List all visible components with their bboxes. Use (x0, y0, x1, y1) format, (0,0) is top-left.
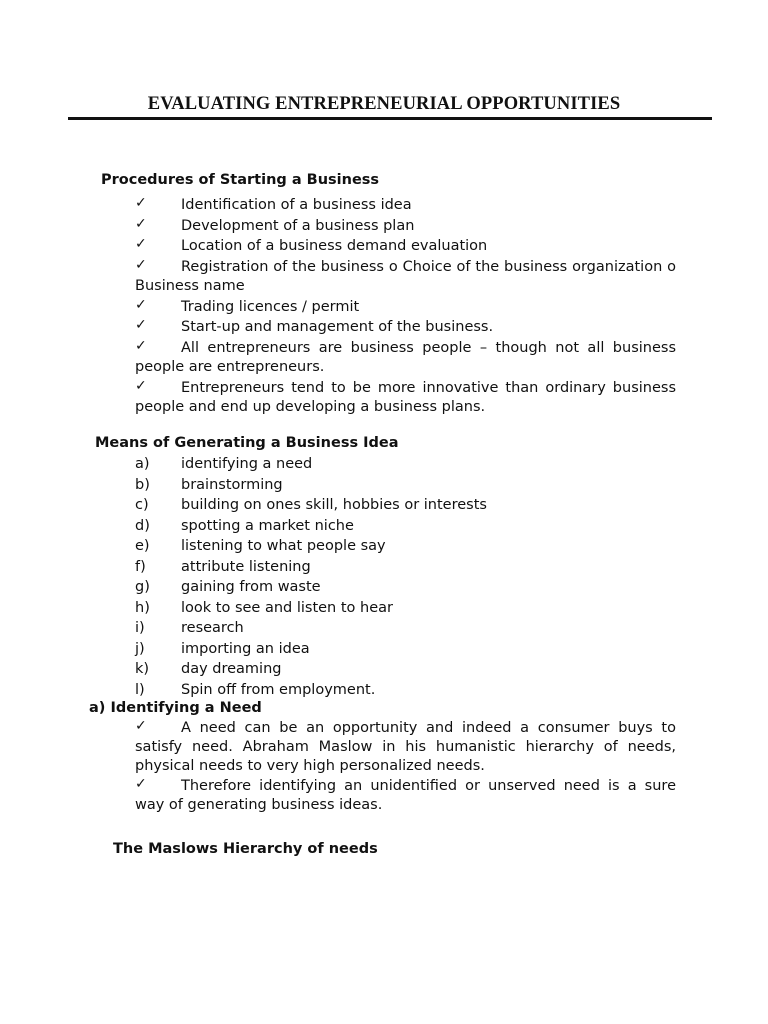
list-item (135, 339, 676, 377)
list-item (135, 558, 676, 577)
list-item (135, 258, 676, 296)
section-heading-procedures: Procedures of Starting a Business (101, 172, 380, 188)
list-item-text: day dreaming (181, 661, 282, 677)
list-marker: f) (135, 558, 146, 575)
list-item-text: building on ones skill, hobbies or interests (181, 497, 487, 513)
list-item (135, 476, 676, 495)
list-item-text: Identification of a business idea (181, 197, 412, 213)
list-marker: i) (135, 620, 145, 636)
list-item-text: spotting a market niche (181, 517, 354, 534)
list-marker: g) (135, 579, 150, 595)
list-item (135, 217, 676, 236)
list-item (135, 318, 676, 337)
list-item-text: gaining from waste (181, 579, 321, 595)
list-item (135, 537, 676, 556)
list-item (135, 517, 676, 536)
list-item (135, 619, 676, 638)
checkmark-icon: ✓ (135, 776, 147, 792)
list-marker: j) (135, 640, 145, 657)
list-item-text: importing an idea (181, 640, 310, 657)
list-item-text: Development of a business plan (181, 217, 415, 234)
list-item-text: Spin off from employment. (181, 681, 376, 698)
section-heading-identifying-need: a) Identifying a Need (89, 700, 262, 716)
list-item (135, 599, 676, 618)
list-item-text: Trading licences / permit (181, 298, 360, 315)
checkmark-icon: ✓ (135, 337, 147, 354)
checkmark-icon: ✓ (135, 718, 147, 734)
list-item (135, 196, 676, 215)
checkmark-icon: ✓ (135, 317, 147, 333)
list-item-text: look to see and listen to hear (181, 599, 393, 616)
list-item-text: identifying a need (181, 456, 313, 472)
list-marker: k) (135, 661, 150, 677)
list-marker: h) (135, 599, 150, 616)
list-item-text: A need can be an opportunity and indeed a consumer buys to satisfy need. Abraham Maslow in his humanistic hierarchy of needs, physical needs to very high personalized needs. (135, 720, 676, 774)
list-item (135, 640, 676, 659)
checkmark-icon: ✓ (135, 215, 147, 232)
checkmark-icon: ✓ (135, 296, 147, 313)
checkmark-icon: ✓ (135, 195, 147, 211)
list-item-text: Start-up and management of the business. (181, 319, 494, 335)
list-item (135, 379, 676, 417)
list-item-text: brainstorming (181, 476, 283, 493)
list-item (135, 237, 676, 256)
checkmark-icon: ✓ (135, 377, 147, 394)
procedures-list (135, 196, 676, 419)
list-marker: a) (135, 456, 150, 472)
list-item (135, 681, 676, 700)
identifying-need-list (135, 719, 676, 816)
list-item (135, 719, 676, 776)
list-item (135, 496, 676, 515)
title-underline-rule (68, 117, 712, 120)
list-marker: l) (135, 681, 145, 698)
list-item-text: Therefore identifying an unidentified or unserved need is a sure way of generating business ideas. (135, 778, 676, 813)
section-heading-means: Means of Generating a Business Idea (95, 435, 399, 451)
list-item (135, 578, 676, 597)
list-item-text: Registration of the business o Choice of the business organization o Business name (135, 258, 676, 294)
list-item-text: listening to what people say (181, 538, 386, 554)
checkmark-icon: ✓ (135, 236, 147, 252)
means-list (135, 455, 676, 701)
list-item (135, 455, 676, 474)
list-item-text: All entrepreneurs are business people – though not all business people are entrepreneurs. (135, 339, 676, 375)
list-item-text: Location of a business demand evaluation (181, 238, 488, 254)
list-item (135, 660, 676, 679)
list-item-text: attribute listening (181, 558, 311, 575)
list-item-text: research (181, 620, 244, 636)
list-item (135, 777, 676, 815)
document-title: EVALUATING ENTREPRENEURIAL OPPORTUNITIES (147, 94, 621, 114)
list-marker: d) (135, 517, 150, 534)
list-marker: b) (135, 476, 150, 493)
checkmark-icon: ✓ (135, 256, 147, 273)
list-marker: c) (135, 497, 149, 513)
section-heading-maslow: The Maslows Hierarchy of needs (113, 841, 378, 857)
list-item-text: Entrepreneurs tend to be more innovative than ordinary business people and end up developing a business plans. (135, 379, 676, 415)
list-item (135, 298, 676, 317)
list-marker: e) (135, 538, 150, 554)
